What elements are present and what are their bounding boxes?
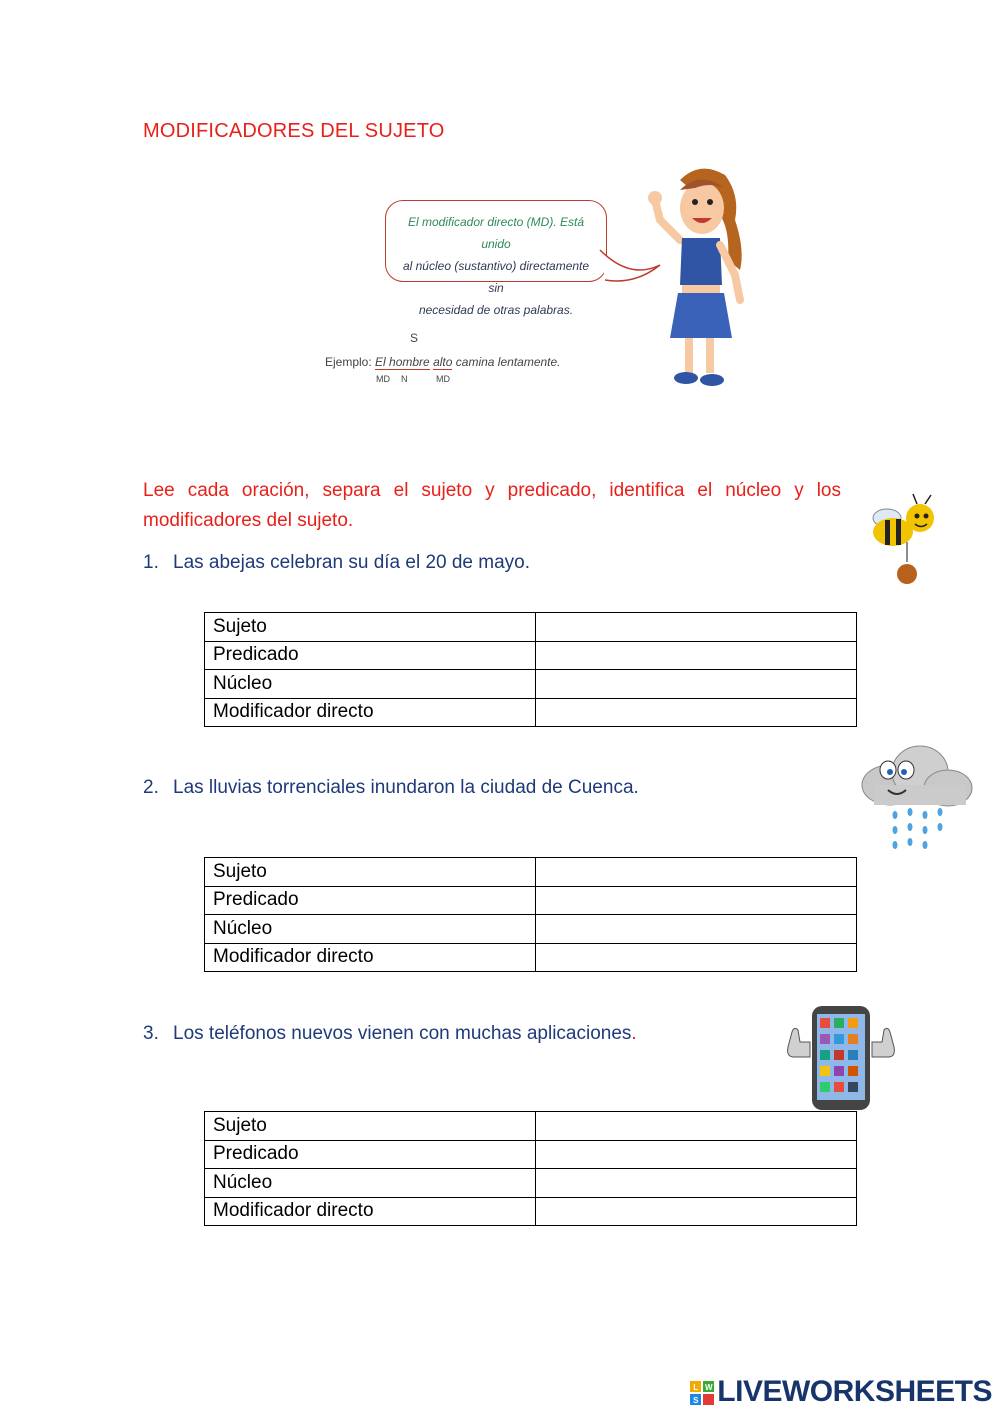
answer-cell[interactable] (536, 1140, 857, 1169)
bubble-line-1: El modificador directo (MD). Está unido (407, 215, 585, 251)
example-rest: camina lentamente. (455, 355, 561, 369)
smartphone-thumbs-up-icon (780, 1002, 900, 1112)
row-label: Núcleo (205, 1169, 536, 1198)
answer-cell[interactable] (536, 670, 857, 699)
table-row (205, 858, 857, 887)
logo-cube-letter-s: S (693, 1396, 699, 1406)
exercise-3-sentence (143, 1023, 637, 1045)
tag-md-1: MD (376, 374, 390, 384)
table-row (205, 943, 857, 972)
row-label: Modificador directo (205, 943, 536, 972)
example-tags (376, 374, 456, 384)
answer-cell[interactable] (536, 1169, 857, 1198)
row-label: Predicado (205, 641, 536, 670)
exercise-2-table (204, 857, 857, 972)
answer-cell[interactable] (536, 698, 857, 727)
exercise-1-sentence (143, 552, 530, 574)
answer-cell[interactable] (536, 613, 857, 642)
row-label: Núcleo (205, 670, 536, 699)
row-label: Predicado (205, 1140, 536, 1169)
exercise-2-sentence (143, 777, 639, 799)
girl-character-icon (640, 160, 760, 395)
liveworksheets-logo[interactable] (690, 1375, 992, 1409)
table-row (205, 1140, 857, 1169)
example-subject-marker: S (410, 331, 419, 345)
example-word-1: El hombre (375, 355, 430, 369)
table-row (205, 1169, 857, 1198)
exercise-3-table (204, 1111, 857, 1226)
answer-cell[interactable] (536, 915, 857, 944)
row-label: Sujeto (205, 1112, 536, 1141)
answer-cell[interactable] (536, 641, 857, 670)
exercise-1-number: 1. (143, 552, 159, 573)
example-word-2: alto (433, 355, 453, 369)
instruction-text: Lee cada oración, separa el sujeto y predicado, identifica el núcleo y los modificadores del sujeto. (143, 480, 841, 531)
row-label: Modificador directo (205, 1197, 536, 1226)
exercise-3-period: . (631, 1023, 637, 1044)
exercise-1-table (204, 612, 857, 727)
row-label: Sujeto (205, 858, 536, 887)
row-label: Sujeto (205, 613, 536, 642)
logo-text: LIVEWORKSHEETS (717, 1375, 992, 1408)
answer-cell[interactable] (536, 1197, 857, 1226)
table-row (205, 915, 857, 944)
example-label: Ejemplo: (325, 355, 372, 369)
speech-bubble (385, 200, 607, 317)
tag-n: N (401, 374, 408, 384)
row-label: Predicado (205, 886, 536, 915)
logo-cubes-icon (690, 1381, 714, 1405)
exercise-3-number: 3. (143, 1023, 159, 1044)
logo-cube-letter-w: W (705, 1383, 713, 1393)
exercise-2-text: Las lluvias torrenciales inundaron la ciudad de Cuenca. (173, 777, 639, 798)
logo-cube-letter-l: L (693, 1383, 698, 1393)
row-label: Núcleo (205, 915, 536, 944)
table-row (205, 613, 857, 642)
example-sentence (325, 355, 561, 369)
exercise-2-number: 2. (143, 777, 159, 798)
bee-icon (865, 490, 945, 586)
answer-cell[interactable] (536, 943, 857, 972)
table-row (205, 1112, 857, 1141)
table-row (205, 1197, 857, 1226)
table-row (205, 670, 857, 699)
bubble-line-2: al núcleo (sustantivo) directamente sin (402, 259, 590, 295)
tag-md-2: MD (436, 374, 450, 384)
table-row (205, 698, 857, 727)
answer-cell[interactable] (536, 858, 857, 887)
table-row (205, 886, 857, 915)
page-title: MODIFICADORES DEL SUJETO (143, 120, 445, 142)
exercise-3-text: Los teléfonos nuevos vienen con muchas aplicaciones (173, 1023, 632, 1044)
bubble-line-3: necesidad de otras palabras. (418, 303, 574, 317)
exercise-1-text: Las abejas celebran su día el 20 de mayo. (173, 552, 531, 573)
rain-cloud-icon (860, 740, 975, 855)
row-label: Modificador directo (205, 698, 536, 727)
answer-cell[interactable] (536, 886, 857, 915)
answer-cell[interactable] (536, 1112, 857, 1141)
table-row (205, 641, 857, 670)
